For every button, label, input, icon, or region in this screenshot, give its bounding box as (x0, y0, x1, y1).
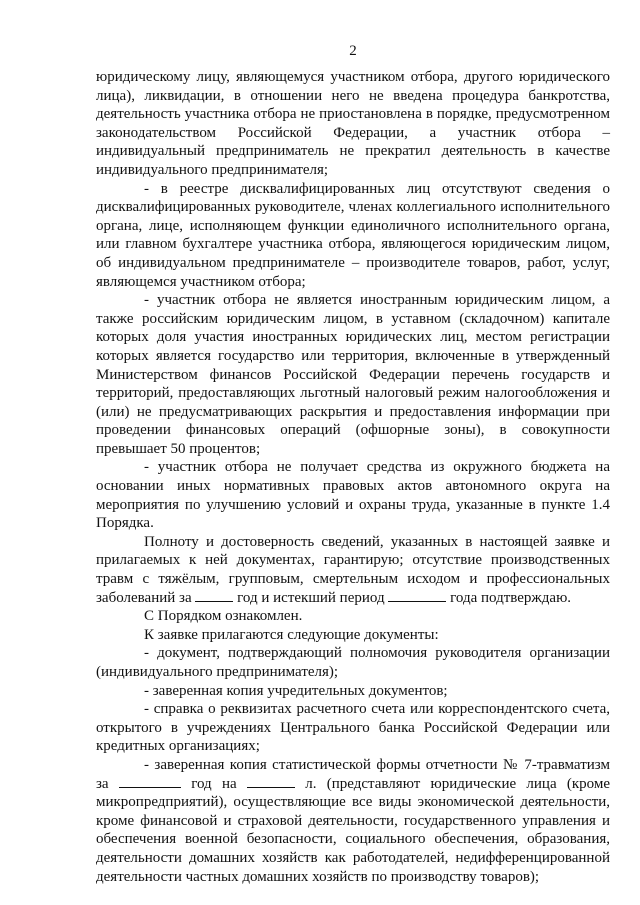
blank-period-field (388, 589, 446, 602)
guarantee-text-start: Полноту и достоверность сведений, указанных в настоящей заявке и прилагаемых к ней документах, гарантирую; отсутствие производственных травм с тяжёлым, групповым, смертельным исходом и профессиональных заболеваний за (96, 533, 610, 606)
list-item-bank-details: - справка о реквизитах расчетного счета или корреспондентского счета, открытого в учреждениях Центрального банка Российской Федерации или кредитных организациях; (96, 701, 610, 755)
paragraph-guarantee (96, 533, 610, 607)
paragraph-attachments-heading: К заявке прилагаются следующие документы: (144, 626, 439, 643)
statistical-form-text-start: - заверенная копия статистической формы отчетности № 7-травматизм за (96, 756, 610, 792)
list-item-statistical-form (96, 756, 610, 886)
paragraph-budget-funds: - участник отбора не получает средства из окружного бюджета на основании иных нормативных правовых актов автономного округа на мероприятия по улучшению условий и охраны труда, указанные в пункте 1.4 Порядка. (96, 459, 610, 532)
statistical-form-text-end: л. (представляют юридические лица (кроме микропредприятий), осуществляющие все виды экономической деятельности, кроме финансовой и страховой деятельности, государственного управления и обеспечения военной безопасности, социального обеспечения, образования, деятельности домашних хозяйств как работодателей, недифференцированной деятельности частных домашних хозяйств по производству товаров); (96, 775, 611, 885)
blank-sheets-field (247, 775, 295, 788)
list-item-authority-document: - документ, подтверждающий полномочия руководителя организации (индивидуального предпринимателя); (96, 645, 610, 680)
guarantee-text-end: года подтверждаю. (450, 589, 572, 606)
list-item-founding-documents: - заверенная копия учредительных документов; (144, 682, 448, 699)
paragraph-disqualified-registry: - в реестре дисквалифицированных лиц отсутствуют сведения о дисквалифицированных руководителе, членах коллегиального исполнительного органа, лице, исполняющем функции единоличного исполнительного органа, или главном бухгалтере участника отбора, являющегося юридическим лицом, об индивидуальном предпринимателе – производителе товаров, работ, услуг, являющемся участником отбора; (96, 180, 610, 290)
paragraph-procedure-acknowledged: С Порядком ознакомлен. (144, 608, 303, 625)
guarantee-text-middle: год и истекший период (237, 589, 385, 606)
blank-year-field (195, 589, 233, 602)
page-number: 2 (349, 43, 357, 59)
statistical-form-text-middle: год на (191, 775, 237, 792)
paragraph-bankruptcy-continuation: юридическому лицу, являющемуся участником отбора, другого юридического лица), ликвидации, в отношении него не введена процедура банкротства, деятельность участника отбора не приостановлена в порядке, предусмотренном законодательством Российской Федерации, а участник отбора – индивидуальный предприниматель не прекратил деятельность в качестве индивидуального предпринимателя; (96, 69, 610, 178)
paragraph-foreign-entity: - участник отбора не является иностранным юридическим лицом, а также российским юридическим лицом, в уставном (складочном) капитале которых доля участия иностранных юридических лиц, местом регистрации которых является государство или территория, включенные в утвержденный Министерством финансов Российской Федерации перечень государств и территорий, предоставляющих льготный налоговый режим налогообложения и (или) не предусматривающих раскрытия и предоставления информации при проведении финансовых операций (офшорные зоны), в совокупности превышает 50 процентов; (96, 292, 610, 457)
document-body (96, 68, 610, 886)
blank-form-year-field (119, 775, 181, 788)
